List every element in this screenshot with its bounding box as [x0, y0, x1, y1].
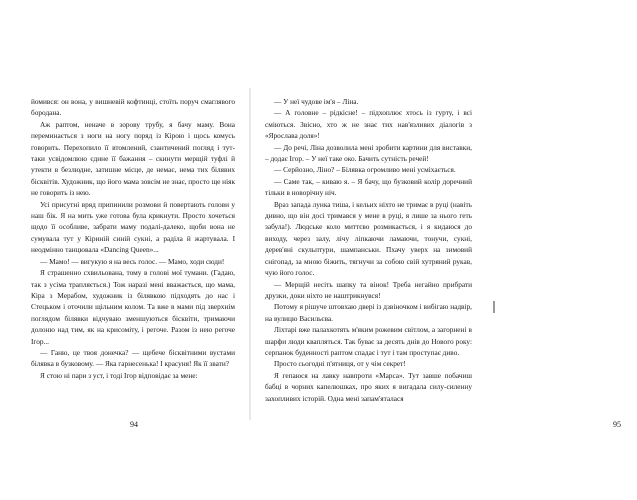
paragraph: — Мерщій несіть шапку та вінок! Треба негайно прибрати друзки, доки ніхто не наштрикнувся!: [265, 279, 472, 300]
paragraph: — Серйозно, Ліно? – Білявка огромливо мені усміхається.: [274, 165, 456, 175]
paragraph: йомився: он вона, у вишневій кофтинці, стоїть поруч смаглявого бородана.: [31, 97, 235, 118]
left-page: [0, 0, 250, 500]
paragraph: Потому я рішуче штовхаю двері із дзвіночком і вибігаю надвір, на вулицю Васильєва.: [265, 302, 472, 323]
paragraph: Я стою ні пари з уст, і тоді Ігор відповідає за мене:: [40, 370, 198, 380]
paragraph: — У неї чудове ім'я – Ліна.: [274, 97, 359, 106]
right-page-text: [265, 96, 472, 404]
paragraph: Я гепаюся на лавку навпроти «Марса». Тут завше побачиш бабці в чорних капелюшках, про яких я вигадала силу-силенну захопливих історій. Одна мені запам'яталася: [265, 370, 472, 403]
margin-mark: [493, 301, 495, 313]
paragraph: — До речі, Ліна дозволила мені зробити картини для виставки, – додає Ігор. – У неї таке око. Бачить сутність речей!: [265, 142, 472, 164]
page-number: 94: [130, 420, 138, 429]
paragraph: Враз запада лунка тиша, і кельих ніхто не тримає в руці (навіть дивно, що він досі тримався у мене в руці, я лише за нього геть забула!). Людське коло миттєво розмикається, і я кидаюся до виходу, через залу, лічу ліпкаючи ламаючи, тонучи, сукні, дерев'яні скульптури, шампанськи. Пхачу уверх на зимовий снігопад, за мною біжить, тягнучи за собою свій хутряний рукав, чую його голос.: [265, 199, 472, 278]
paragraph: Усі присутні вряд припинили розмови й повертають голови у наш бік. Я на мить уже готова була крикнути. Просто хочеться щодо її особливе, забрати маму подалі-далеко, щоби вона не сумувала тут у Кіриній синій сукні, а раділа й жартувала. І неодмінно танцювала «Dancing Queen»...: [31, 199, 235, 255]
left-page-text: [31, 96, 235, 381]
paragraph: — Мамо! — вигукую я на весь голос. — Мамо, ходи сюди!: [40, 256, 225, 266]
paragraph: Я страшенно схвильована, тому в голові мої тумани. (Гадаю, так з усіма трапляється.) Тож наразі мені вважається, що мама, Кіра з Мерабом, художник із білявкою підходять до нас і Стецьком і оточили щільним колом. Та вже в мами під зверхнім поглядом білявки відчуваю зменшуються бісквіти, тримаючи долоню над тим, як на крисоміту, і регоче. Разом із нею регоче Ігор...: [31, 268, 235, 346]
paragraph: Ліхтарі вже палахкотять м'яким рожевим світлом, а загорнені в шарфи люди квапляться. Так буває за десять днів до Нового року: серпанок буденності раптом спадає і тут і там проступає диво.: [265, 325, 472, 357]
paragraph: Аж раптом, неначе в зорову трубу, я бачу маму. Вона переминається з ноги на ногу поряд із Кірою і щось комусь говорить. Перехопило її втомлений, сзантичений погляд і тут-таки усвідомлюю єдине її бажання – скинути мерщій туфлі й утекти в безлюдне, затишне місце, де немає, нема тих білявих бісквітів. Художник, що його мама зовсім не знає, просто ще ніяк не говорить із нею.: [31, 119, 235, 198]
paragraph: — А головне – рідкісне! – підхоплює хтось із гурту, і всі сміються. Звісно, хто ж не знає тих нав'язливих діалогів з «Ярослава доля»!: [265, 108, 472, 141]
paragraph: Просто сьогодні п'ятниця, от у чім секрет!: [274, 359, 406, 369]
paragraph: — Ганю, це твоя донечка? — щебече бісквітними вустами білявка в бузковому. — Яка гарнесенька! І красуня! Як її звати?: [31, 347, 235, 369]
page-number: 95: [613, 420, 621, 429]
paragraph: — Саме так, – киваю я. – Я бачу, що бузковий колір доречний тільки в новорічну ніч.: [265, 176, 472, 198]
